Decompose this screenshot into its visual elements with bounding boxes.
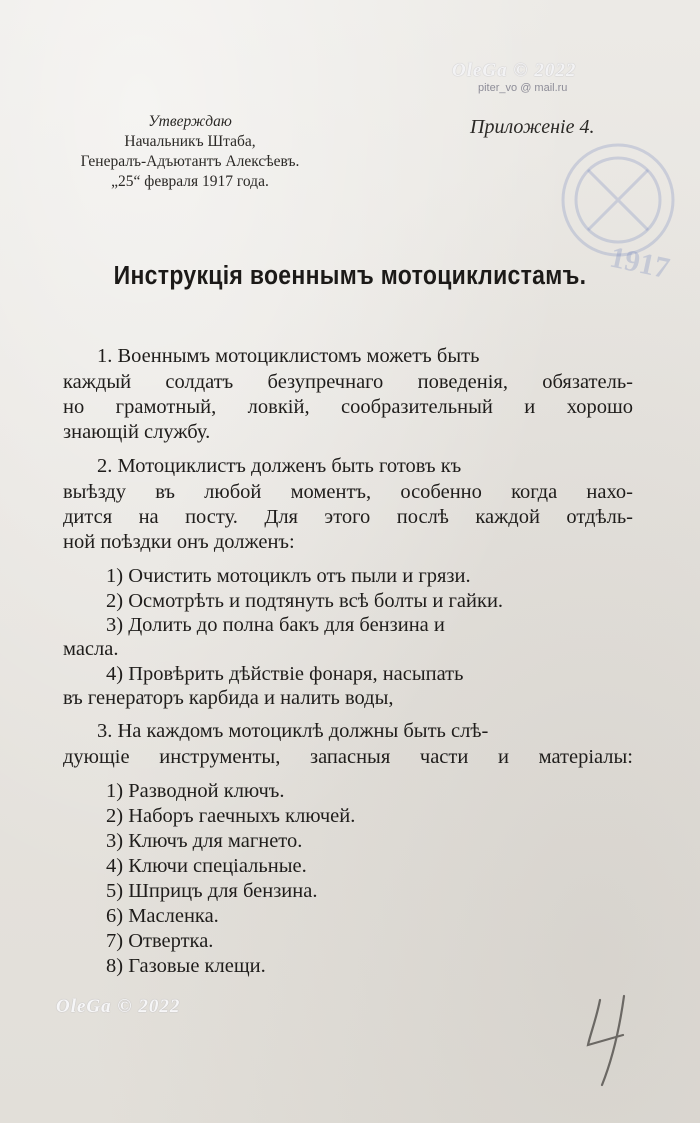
section-3-item-5: 5) Шприцъ для бензина. [106,880,318,902]
section-2-item-2: 2) Осмотрѣть и подтянуть всѣ болты и гайки. [106,590,504,612]
approval-block [40,112,340,192]
section-2-item-4: 4) Провѣрить дѣйствіе фонаря, насыпать [106,663,464,685]
section-3-item-3: 3) Ключъ для магнето. [106,830,303,852]
watermark-email: piter_vo @ mail.ru [478,82,568,94]
section-3-line-2: дующіе инструменты, запасныя части и матеріалы: [63,746,633,768]
section-3-item-6: 6) Масленка. [106,905,219,927]
section-2-item-3-cont: масла. [63,638,119,660]
section-2-item-3: 3) Долить до полна бакъ для бензина и [106,614,445,636]
section-2-line-3: дится на посту. Для этого послѣ каждой отдѣль- [63,506,633,528]
section-2-line-2: выѣзду въ любой моментъ, особенно когда нахо- [63,481,633,503]
stamp-year: 1917 [606,240,673,286]
approval-line-2: Начальникъ Штаба, [124,133,256,150]
approval-line-1: Утверждаю [148,113,232,130]
section-3-item-4: 4) Ключи спеціальные. [106,855,307,877]
watermark-bottom: OleGa © 2022 [56,996,181,1017]
document-title: Инструкція военнымъ мотоциклистамъ. [113,260,587,290]
approval-line-3: Генералъ-Адъютантъ Алексѣевъ. [80,153,300,170]
section-3-item-2: 2) Наборъ гаечныхъ ключей. [106,805,356,827]
section-2-item-1: 1) Очистить мотоциклъ отъ пыли и грязи. [106,565,471,587]
watermark-top: OleGa © 2022 [452,60,577,81]
section-2-line-1: 2. Мотоциклистъ долженъ быть готовъ къ [97,455,462,477]
section-1-line-1: 1. Военнымъ мотоциклистомъ можетъ быть [97,345,480,367]
section-3-line-1: 3. На каждомъ мотоциклѣ должны быть слѣ- [97,720,489,742]
section-3-item-8: 8) Газовые клещи. [106,955,266,977]
section-1-line-4: знающій службу. [63,421,211,443]
section-3-item-7: 7) Отвертка. [106,930,214,952]
handwritten-page-number [578,990,648,1090]
approval-line-4: „25“ февраля 1917 года. [111,173,269,190]
section-1-line-2: каждый солдатъ безупречнаго поведенія, обязатель- [63,371,633,393]
section-2-item-4-cont: въ генераторъ карбида и налить воды, [63,687,394,709]
section-1-line-3: но грамотный, ловкій, сообразительный и хорошо [63,396,633,418]
appendix-label: Приложеніе 4. [470,116,595,138]
section-3-item-1: 1) Разводной ключъ. [106,780,285,802]
section-2-line-4: ной поѣздки онъ долженъ: [63,531,295,553]
